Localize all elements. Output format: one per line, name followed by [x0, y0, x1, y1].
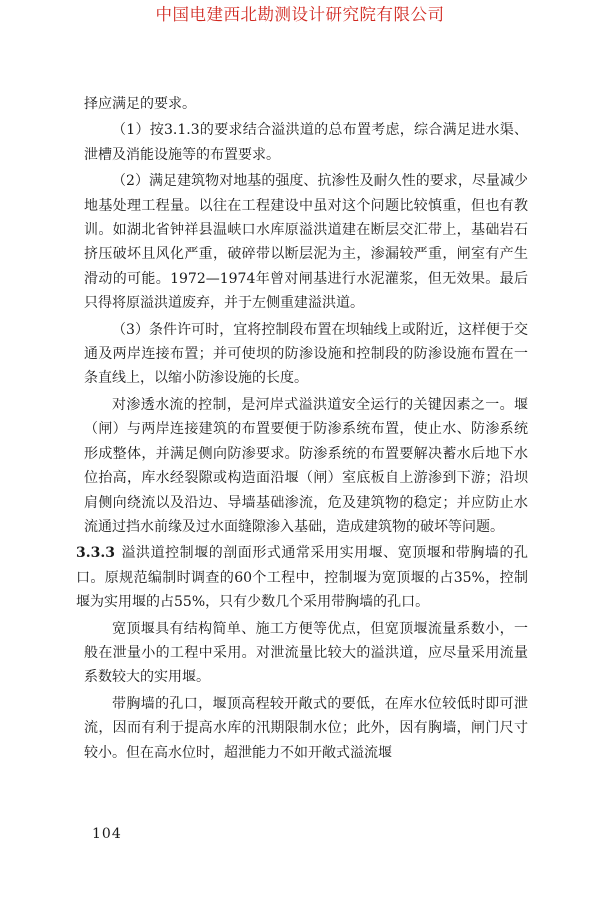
publisher-watermark: 中国电建西北勘测设计研究院有限公司 — [155, 5, 445, 24]
section-3-3-3 — [76, 541, 528, 614]
section-number: 3.3.3 — [76, 545, 115, 562]
paragraph-seepage-control: 对渗透水流的控制，是河岸式溢洪道安全运行的关键因素之一。堰（闸）与两岸连接建筑的布置要便于防渗系统布置，使止水、防渗系统形成整体，并满足侧向防渗要求。防渗系统的布置要解决蓄水后地下水位抬高，库水经裂隙或构造面沿堰（闸）室底板自上游渗到下游；沿坝肩侧向绕流以及沿边、导墙基础渗流，危及建筑物的稳定；并应防止水流通过挡水前缘及过水面缝隙渗入基础，造成建筑物的破坏等问题。 — [84, 396, 528, 535]
section-text: 溢洪道控制堰的剖面形式通常采用实用堰、宽顶堰和带胸墙的孔口。原规范编制时调查的60个工程中，控制堰为宽顶堰的占35%，控制堰为实用堰的占55%，只有少数几个采用带胸墙的孔口。 — [76, 545, 528, 611]
paragraph-continuation: 择应满足的要求。 — [84, 96, 196, 112]
document-body — [76, 92, 528, 767]
paragraph-item-1: （1）按3.1.3的要求结合溢洪道的总布置考虑，综合满足进水渠、泄槽及消能设施等的布置要求。 — [84, 122, 528, 163]
paragraph-item-3: （3）条件许可时，宜将控制段布置在坝轴线上或附近，这样便于交通及两岸连接布置；并可使坝的防渗设施和控制段的防渗设施布置在一条直线上，以缩小防渗设施的长度。 — [84, 321, 528, 387]
page-number: 104 — [92, 826, 122, 842]
paragraph-broad-crested-weir: 宽顶堰具有结构简单、施工方便等优点，但宽顶堰流量系数小，一般在泄量小的工程中采用。对泄流量比较大的溢洪道，应尽量采用流量系数较大的实用堰。 — [84, 620, 528, 686]
paragraph-item-2: （2）满足建筑物对地基的强度、抗渗性及耐久性的要求，尽量减少地基处理工程量。以往在工程建设中虽对这个问题比较慎重，但也有教训。如湖北省钟祥县温峡口水库原溢洪道建在断层交汇带上，基础岩石挤压破坏且风化严重，破碎带以断层泥为主，渗漏较严重，闸室有产生滑动的可能。1972—1974年曾对闸基进行水泥灌浆，但无效果。最后只得将原溢洪道废弃，并于左侧重建溢洪道。 — [84, 173, 528, 312]
paragraph-breast-wall-orifice: 带胸墙的孔口，堰顶高程较开敞式的要低，在库水位较低时即可泄流，因而有利于提高水库的汛期限制水位；此外，因有胸墙，闸门尺寸较小。但在高水位时，超泄能力不如开敞式溢流堰 — [84, 695, 528, 761]
